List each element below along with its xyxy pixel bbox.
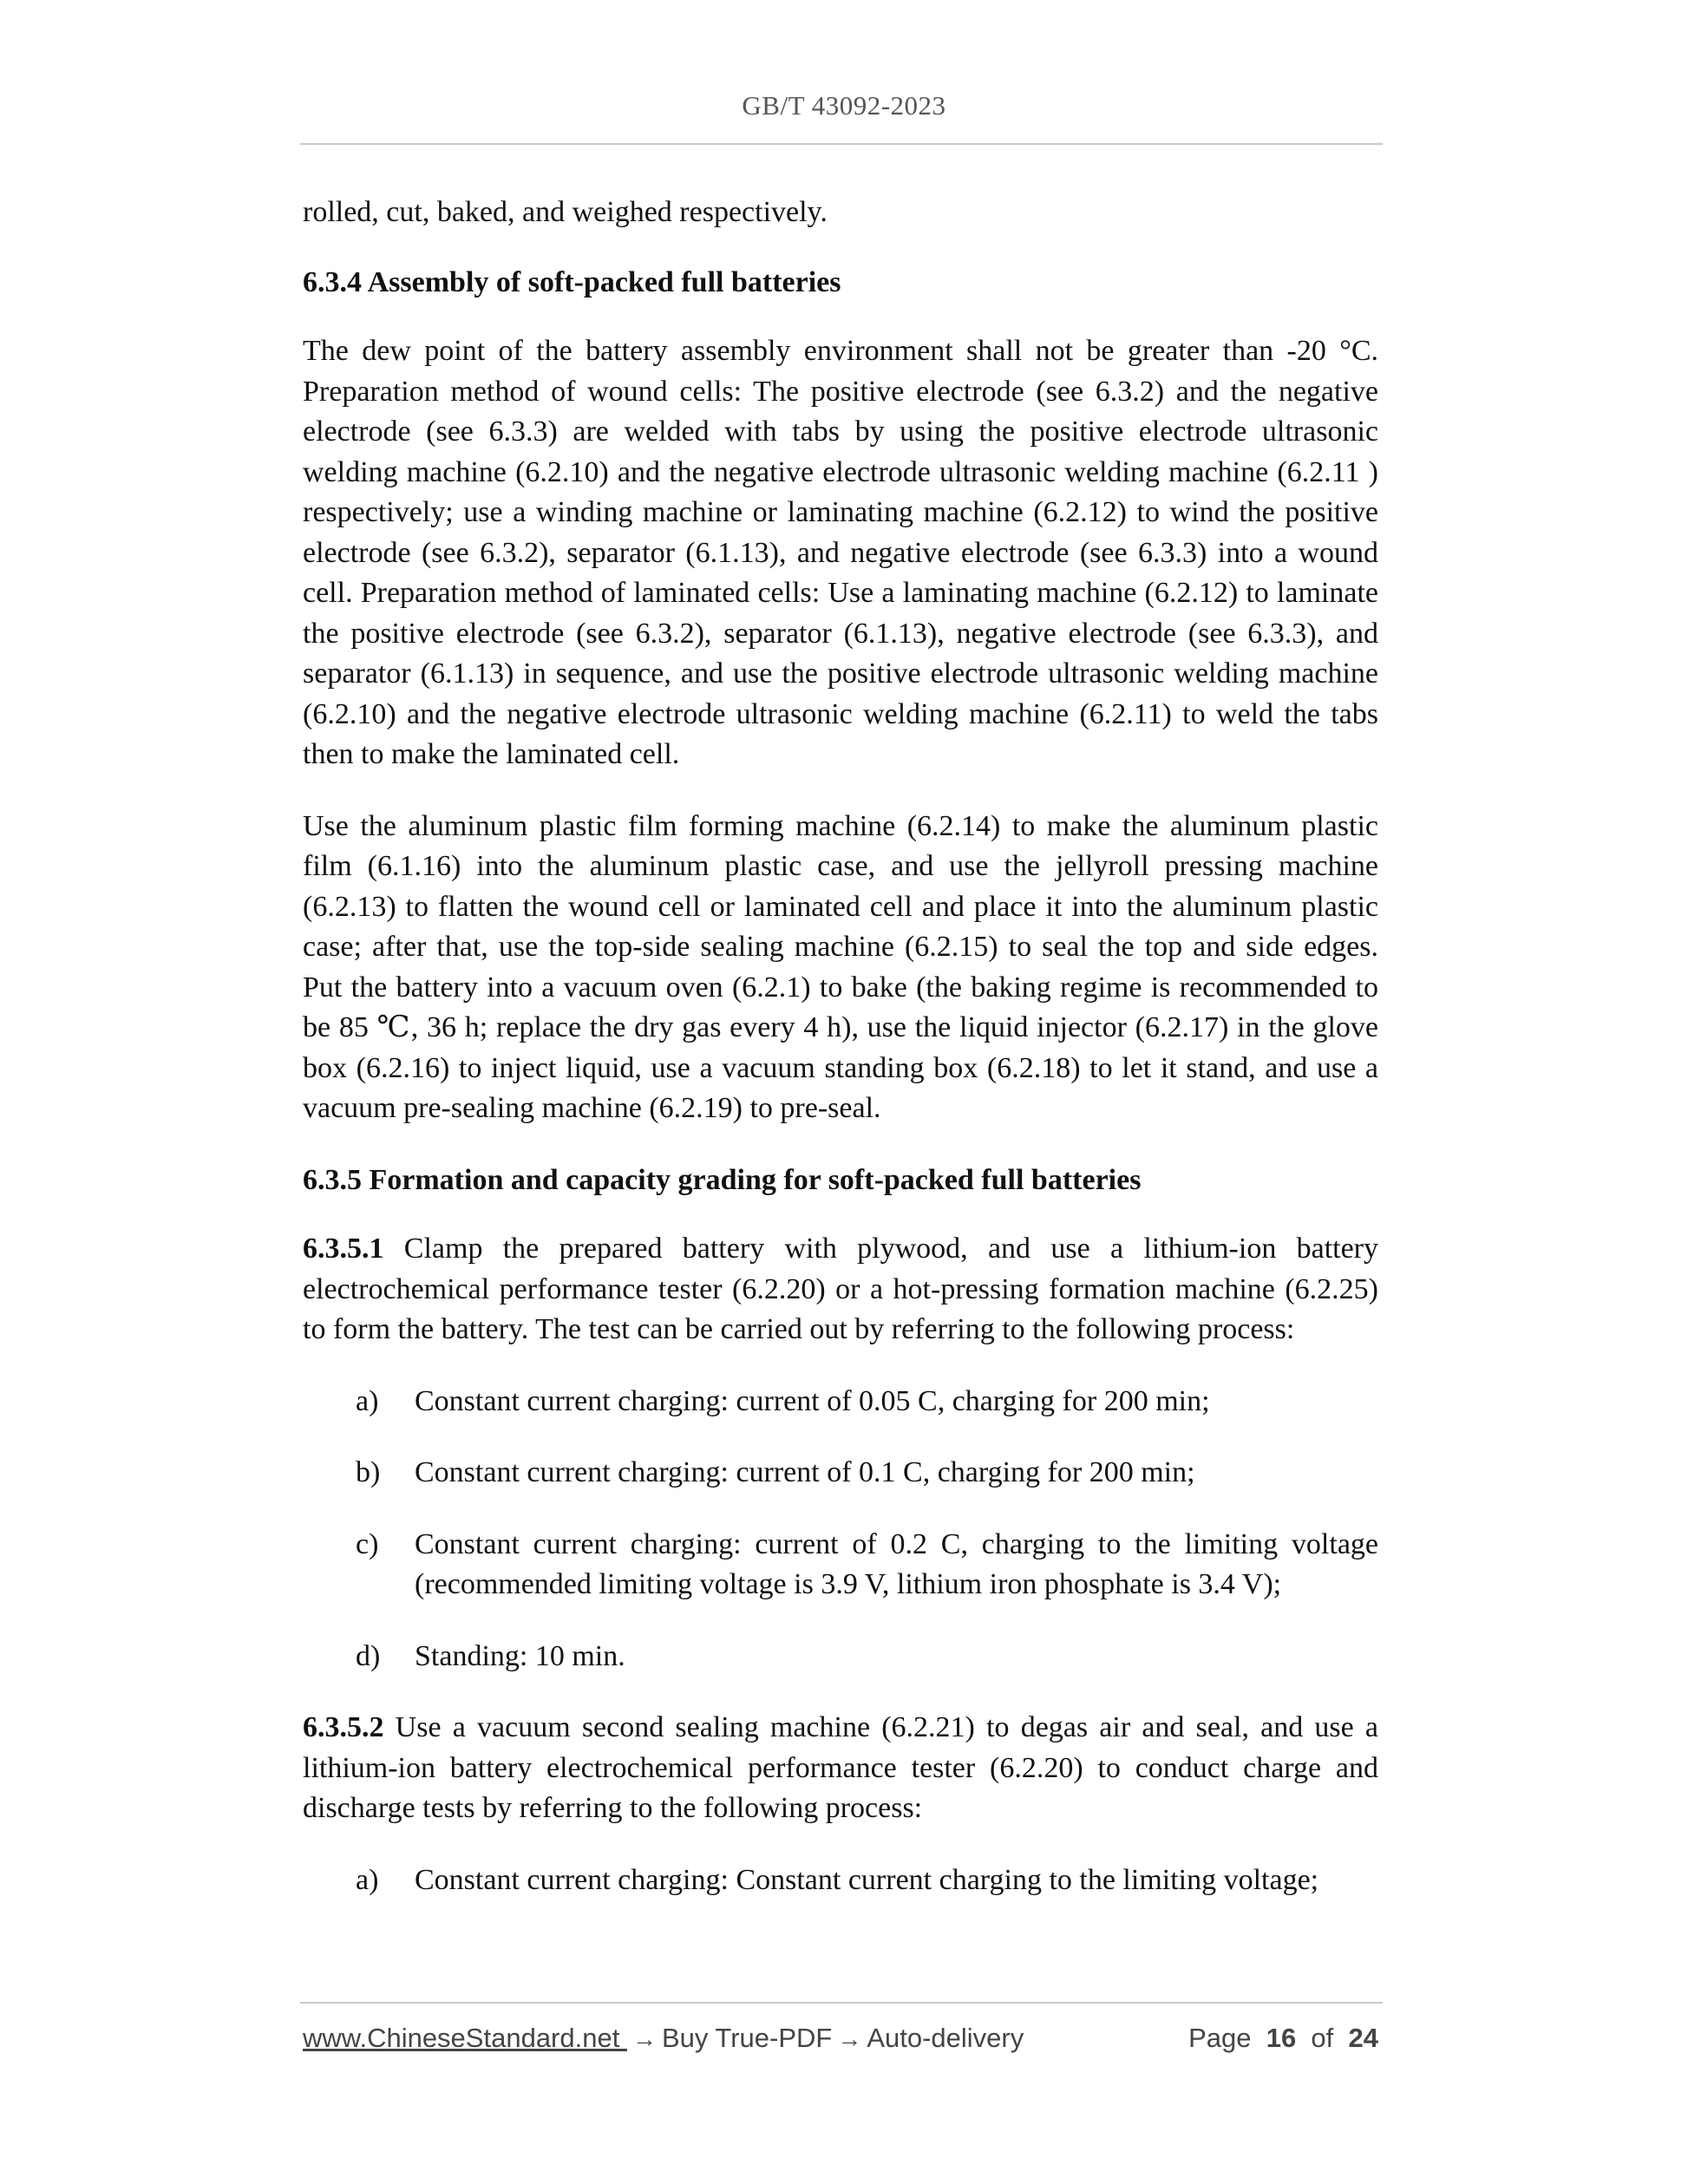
list-item-text: Constant current charging: current of 0.1 C, charging for 200 min;	[415, 1456, 1195, 1488]
site-link[interactable]: www.ChineseStandard.net	[303, 2023, 627, 2053]
of-word: of	[1311, 2023, 1334, 2053]
section-6-3-4-paragraph-2: Use the aluminum plastic film forming machine (6.2.14) to make the aluminum plastic film (6.1.16) into the aluminum plastic case, and use the jellyroll pressing machine (6.2.13) to flatten the wound cell or laminated cell and place it into the aluminum plastic case; after that, use the top-side sealing machine (6.2.15) to seal the top and side edges. Put the battery into a vacuum oven (6.2.1) to bake (the baking regime is recommended to be 85 ℃, 36 h; replace the dry gas every 4 h), use the liquid injector (6.2.17) in the glove box (6.2.16) to inject liquid, use a vacuum standing box (6.2.18) to let it stand, and use a vacuum pre-sealing machine (6.2.19) to pre-seal.	[303, 809, 1378, 1124]
list-item	[303, 1453, 1378, 1494]
clause-6-3-5-1	[303, 1229, 1378, 1350]
delivery-text: Auto-delivery	[867, 2023, 1024, 2053]
page-number: 16	[1266, 2023, 1297, 2053]
page-total: 24	[1348, 2023, 1378, 2053]
page-word: Page	[1188, 2023, 1252, 2053]
list-marker: a)	[356, 1384, 379, 1417]
list-item	[303, 1637, 1378, 1677]
list-marker: c)	[356, 1527, 379, 1560]
section-6-3-5-heading: 6.3.5 Formation and capacity grading for soft-packed full batteries	[303, 1163, 1142, 1196]
list-item	[303, 1525, 1378, 1605]
list-item	[303, 1382, 1378, 1422]
footer-promo	[303, 2023, 1024, 2054]
clause-number: 6.3.5.2	[303, 1711, 384, 1743]
section-6-3-4-paragraph-1: The dew point of the battery assembly environment shall not be greater than -20 °C. Preparation method of wound cells: The positive electrode (see 6.3.2) and the negative electrode (see 6.3.3) are welded with tabs by using the positive electrode ultrasonic welding machine (6.2.10) and the negative electrode ultrasonic welding machine (6.2.11 ) respectively; use a winding machine or laminating machine (6.2.12) to wind the positive electrode (see 6.3.2), separator (6.1.13), and negative electrode (see 6.3.3) into a wound cell. Preparation method of laminated cells: Use a laminating machine (6.2.12) to laminate the positive electrode (see 6.3.2), separator (6.1.13), negative electrode (see 6.3.3), and separator (6.1.13) in sequence, and use the positive electrode ultrasonic welding machine (6.2.10) and the negative electrode ultrasonic welding machine (6.2.11) to weld the tabs then to make the laminated cell.	[303, 335, 1378, 770]
continuation-paragraph: rolled, cut, baked, and weighed respectively.	[303, 196, 828, 228]
footer-divider	[300, 2002, 1383, 2004]
clause-text: Clamp the prepared battery with plywood, and use a lithium-ion battery electrochemical performance tester (6.2.20) or a hot-pressing formation machine (6.2.25) to form the battery. The test can be carried out by referring to the following process:	[303, 1233, 1378, 1345]
list-item-text: Constant current charging: current of 0.2 C, charging to the limiting voltage (recommended limiting voltage is 3.9 V, lithium iron phosphate is 3.4 V);	[415, 1527, 1378, 1600]
page-counter	[1188, 2023, 1378, 2054]
list-item-text: Standing: 10 min.	[415, 1639, 625, 1672]
list-item-text: Constant current charging: current of 0.05 C, charging for 200 min;	[415, 1384, 1210, 1417]
section-6-3-4-heading: 6.3.4 Assembly of soft-packed full batteries	[303, 265, 841, 298]
list-item	[303, 1860, 1378, 1901]
page-footer	[303, 2023, 1378, 2054]
buy-text: Buy True-PDF	[661, 2023, 833, 2053]
page-body	[303, 193, 1378, 1932]
document-id-header: GB/T 43092-2023	[742, 90, 946, 121]
clause-6-3-5-2	[303, 1708, 1378, 1829]
header-divider	[300, 143, 1383, 145]
clause-number: 6.3.5.1	[303, 1233, 384, 1265]
list-marker: a)	[356, 1863, 379, 1896]
list-marker: b)	[356, 1456, 381, 1488]
list-marker: d)	[356, 1639, 381, 1672]
clause-text: Use a vacuum second sealing machine (6.2.21) to degas air and seal, and use a lithium-ion battery electrochemical performance tester (6.2.20) to conduct charge and discharge tests by referring to the following process:	[303, 1711, 1378, 1824]
arrow-right-icon: →	[837, 2025, 862, 2052]
list-item-text: Constant current charging: Constant current charging to the limiting voltage;	[415, 1863, 1319, 1896]
arrow-right-icon: →	[631, 2025, 657, 2052]
